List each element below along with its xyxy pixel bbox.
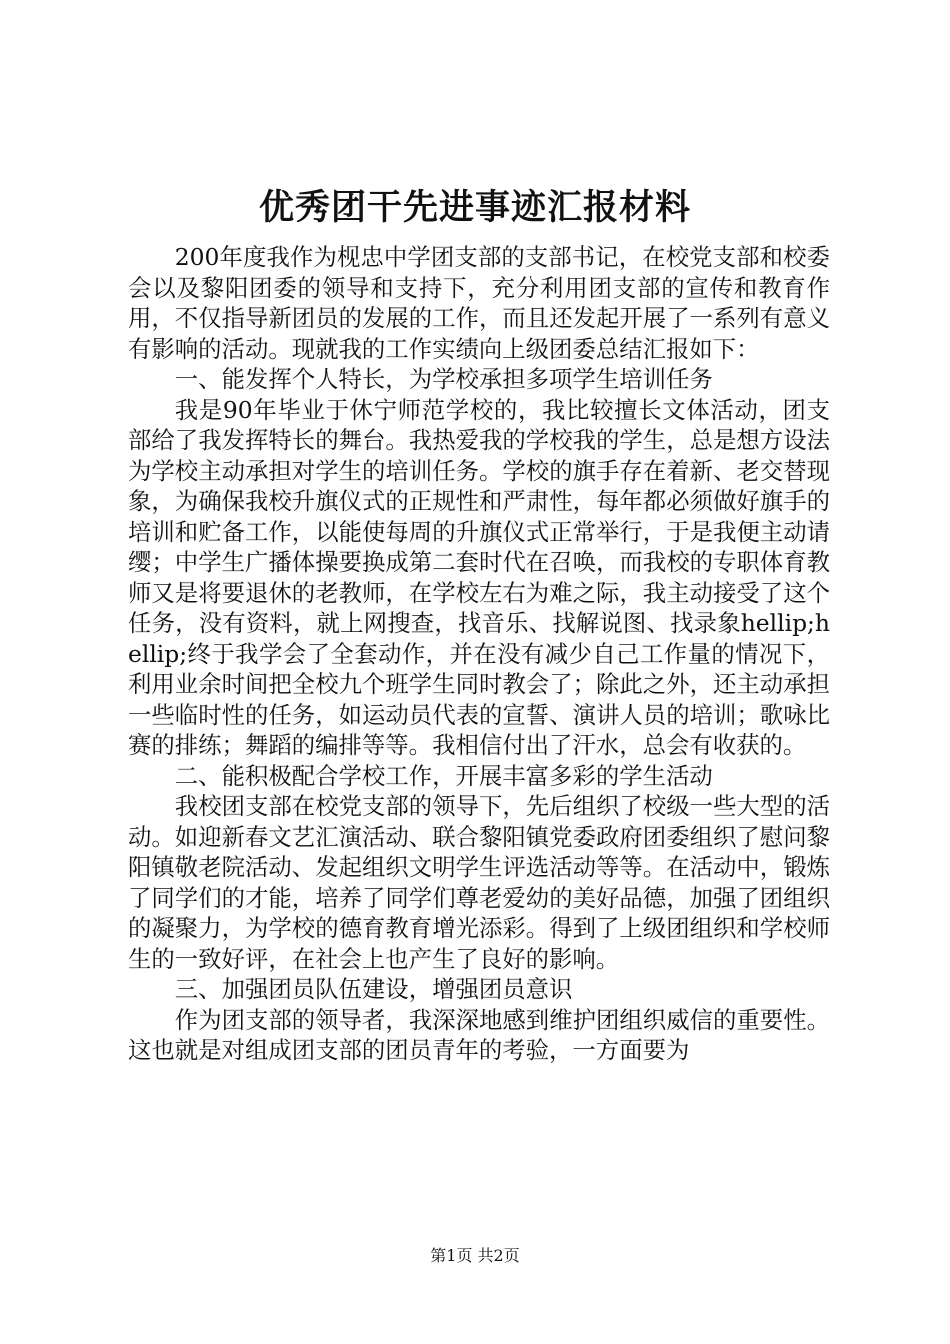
paragraph-intro: 200年度我作为枧忠中学团支部的支部书记，在校党支部和校委会以及黎阳团委的领导和支持下，充分利用团支部的宣传和教育作用，不仅指导新团员的发展的工作，而且还发起开展了一系列有意义有影响的活动。现就我的工作实绩向上级团委总结汇报如下： bbox=[128, 243, 830, 363]
section-heading-3: 三、加强团员队伍建设，增强团员意识 bbox=[174, 975, 573, 1003]
page-number-footer: 第1页 共2页 bbox=[430, 1246, 520, 1265]
paragraph-section-2: 我校团支部在校党支部的领导下，先后组织了校级一些大型的活动。如迎新春文艺汇演活动、联合黎阳镇党委政府团委组织了慰问黎阳镇敬老院活动、发起组织文明学生评选活动等等。在活动中，锻炼了同学们的才能，培养了同学们尊老爱幼的美好品德，加强了团组织的凝聚力，为学校的德育教育增光添彩。得到了上级团组织和学校师生的一致好评，在社会上也产生了良好的影响。 bbox=[128, 792, 830, 973]
section-heading-1: 一、能发挥个人特长，为学校承担多项学生培训任务 bbox=[174, 365, 713, 393]
document-body bbox=[128, 242, 830, 1066]
section-heading-2: 二、能积极配合学校工作，开展丰富多彩的学生活动 bbox=[174, 761, 713, 790]
document-title: 优秀团干先进事迹汇报材料 bbox=[258, 187, 691, 228]
paragraph-section-1: 我是90年毕业于休宁师范学校的，我比较擅长文体活动，团支部给了我发挥特长的舞台。我热爱我的学校我的学生，总是想方设法为学校主动承担对学生的培训任务。学校的旗手存在着新、老交替现象，为确保我校升旗仪式的正规性和严肃性，每年都必须做好旗手的培训和贮备工作，以能使每周的升旗仪式正常举行，于是我便主动请缨；中学生广播体操要换成第二套时代在召唤，而我校的专职体育教师又是将要退休的老教师，在学校左右为难之际，我主动接受了这个任务，没有资料，就上网搜查，找音乐、找解说图、找录象hellip;hellip;终于我学会了全套动作，并在没有减少自己工作量的情况下，利用业余时间把全校九个班学生同时教会了；除此之外，还主动承担一些临时性的任务，如运动员代表的宣誓、演讲人员的培训；歌咏比赛的排练；舞蹈的编排等等。我相信付出了汗水，总会有收获的。 bbox=[128, 395, 830, 759]
paragraph-section-3: 作为团支部的领导者，我深深地感到维护团组织威信的重要性。这也就是对组成团支部的团员青年的考验，一方面要为 bbox=[128, 1005, 830, 1064]
